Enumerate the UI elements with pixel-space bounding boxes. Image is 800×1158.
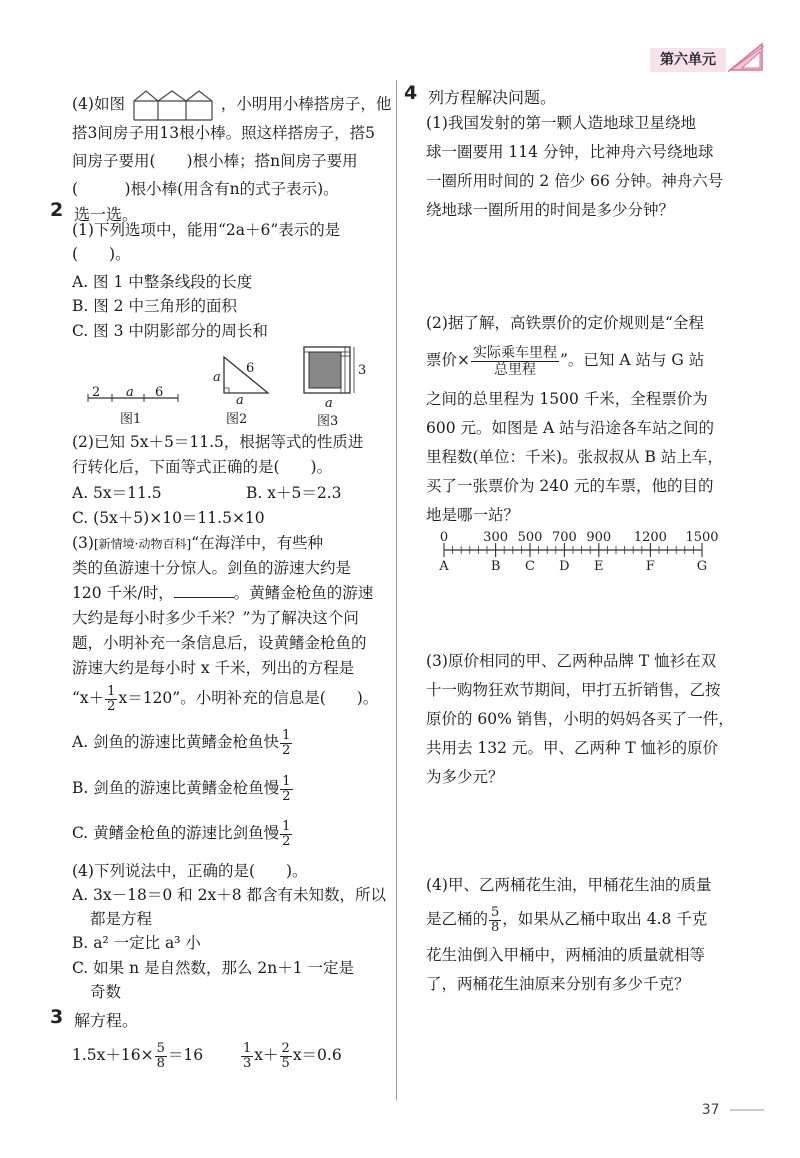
section-4-number: 4 <box>404 82 418 104</box>
p2-line3: 之间的总里程为 1500 千米，全程票价为 <box>426 390 708 408</box>
q2-2-option-a: A. 5x＝11.5 <box>72 484 162 502</box>
ruler-station-label: D <box>559 559 570 574</box>
ruler-station-label: C <box>525 559 535 574</box>
page-number: 37 <box>702 1102 764 1118</box>
q2-3-line4: 大约是每小时多少千米？”为了解决这个问 <box>72 609 359 627</box>
figure-2-caption: 图2 <box>226 412 248 427</box>
q2-2-option-b: B. x＋5＝2.3 <box>246 484 342 502</box>
q2-3-line6: 游速大约是每小时 x 千米，列出的方程是 <box>72 659 355 677</box>
q2-2-line2: 行转化后，下面等式正确的是( )。 <box>72 458 333 476</box>
fraction-five-eighths: $\frac{5}{8}$ <box>491 904 500 935</box>
station-distance-ruler <box>432 528 722 574</box>
p4-line2: 是乙桶的 $\frac{5}{8}$ ，如果从乙桶中取出 4.8 千克 <box>426 904 708 935</box>
ruler-station-label: B <box>490 559 501 574</box>
q2-3-line3: 120 千米/时， 。黄鳍金枪鱼的游速 <box>72 584 374 602</box>
q1-4-line2: 搭3间房子用13根小棒。照这样搭房子，搭5 <box>72 124 375 142</box>
p1-line4: 绕地球一圈所用的时间是多少分钟？ <box>426 201 675 219</box>
section-3-number: 3 <box>50 1006 64 1028</box>
fig1-label-a: a <box>126 385 134 400</box>
q2-1-line1: (1)下列选项中，能用“2a＋6”表示的是 <box>72 221 341 239</box>
ruler-station-label: A <box>439 559 449 574</box>
q2-4-option-b: B. a² 一定比 a³ 小 <box>72 934 201 952</box>
ruler-km-label: 500 <box>517 530 543 545</box>
equation-1: 1.5x＋16× $\frac{5}{8}$ ＝16 <box>72 1040 204 1071</box>
figure-3-shaded-rectangles <box>303 346 353 396</box>
ruler-triangle-icon <box>728 42 764 74</box>
houses-figure <box>132 89 214 121</box>
q2-3-line7: “x＋ $\frac{1}{2}$ x＝120”。小明补充的信息是( )。 <box>72 683 379 714</box>
q2-3-line1: (3)[新情境·动物百科]“在海洋中，有些种 <box>72 534 324 552</box>
p3-line5: 为多少元？ <box>426 768 504 786</box>
q2-4-line1: (4)下列说法中，正确的是( )。 <box>72 862 308 880</box>
q2-1-option-b: B. 图 2 中三角形的面积 <box>72 297 237 315</box>
ruler-km-label: 700 <box>551 530 577 545</box>
ruler-station-label: E <box>594 559 604 574</box>
price-fraction: $\frac{\text{实际乘车里程}}{\text{总里程}}$ <box>473 344 557 378</box>
section-4-title: 列方程解决问题。 <box>428 88 557 107</box>
q2-2-option-c: C. (5x＋5)×10＝11.5×10 <box>72 509 265 527</box>
p2-line6: 买了一张票价为 240 元的车票，他的目的 <box>426 477 714 495</box>
section-3-title: 解方程。 <box>74 1011 139 1030</box>
p3-line2: 十一购物狂欢节期间，甲打五折销售，乙按 <box>426 681 721 699</box>
p2-line2: 票价× $\frac{\text{实际乘车里程}}{\text{总里程}}$ ”。已知 A 站与 G 站 <box>426 344 705 378</box>
fraction-one-half: $\frac{1}{2}$ <box>107 683 116 714</box>
q1-4-line3: 间房子要用( )根小棒；搭n间房子要用 <box>72 152 358 170</box>
p4-line1: (4)甲、乙两桶花生油，甲桶花生油的质量 <box>426 876 712 894</box>
fig3-base-a: a <box>325 396 333 411</box>
q2-1-option-c: C. 图 3 中阴影部分的周长和 <box>72 322 268 340</box>
p2-line4: 600 元。如图是 A 站与沿途各车站之间的 <box>426 419 715 437</box>
p2-line5: 里程数(单位：千米)。张叔叔从 B 站上车， <box>426 448 723 466</box>
figure-3-dimension-line <box>350 346 358 396</box>
fig2-side-6: 6 <box>246 361 255 376</box>
q2-4-option-a-line2: 都是方程 <box>90 910 153 928</box>
unit-title: 第六单元 <box>650 48 726 72</box>
answer-blank <box>174 583 234 598</box>
p1-line1: (1)我国发射的第一颗人造地球卫星绕地 <box>426 114 696 132</box>
ruler-km-label: 300 <box>483 530 509 545</box>
q2-2-line1: (2)已知 5x＋5＝11.5，根据等式的性质进 <box>72 433 364 451</box>
fig2-base-a: a <box>236 393 244 408</box>
p2-line1: (2)据了解，高铁票价的定价规则是“全程 <box>426 314 704 332</box>
q2-4-option-c-line2: 奇数 <box>90 983 122 1001</box>
p1-line2: 球一圈要用 114 分钟，比神舟六号绕地球 <box>426 143 714 161</box>
fig1-label-6: 6 <box>155 385 164 400</box>
q2-1-line2: ( )。 <box>72 245 131 263</box>
ruler-station-label: G <box>696 559 708 574</box>
ruler-km-label: 900 <box>586 530 612 545</box>
p3-line1: (3)原价相同的甲、乙两种品牌 T 恤衫在双 <box>426 652 717 670</box>
equation-2: $\frac{1}{3}$ x＋ $\frac{2}{5}$ x＝0.6 <box>243 1040 342 1071</box>
q2-4-option-c-line1: C. 如果 n 是自然数，那么 2n＋1 一定是 <box>72 959 355 977</box>
q2-1-option-a: A. 图 1 中整条线段的长度 <box>72 273 253 291</box>
q2-3-line5: 题，小明补充一条信息后，设黄鳍金枪鱼的 <box>72 634 367 652</box>
fig2-side-a: a <box>213 370 221 385</box>
q2-3-option-a: A. 剑鱼的游速比黄鳍金枪鱼快 $\frac{1}{2}$ <box>72 727 291 758</box>
ruler-km-label: 1500 <box>685 530 719 545</box>
p2-line7: 地是哪一站？ <box>426 506 520 524</box>
p3-line3: 原价的 60% 销售，小明的妈妈各买了一件， <box>426 710 734 728</box>
fig3-side-3: 3 <box>358 363 367 378</box>
figure-1-caption: 图1 <box>120 412 142 427</box>
q2-4-option-a-line1: A. 3x－18＝0 和 2x＋8 都含有未知数，所以 <box>72 886 386 904</box>
p3-line4: 共用去 132 元。甲、乙两种 T 恤衫的原价 <box>426 739 719 757</box>
column-divider <box>396 80 397 1100</box>
ruler-km-label: 0 <box>439 530 449 545</box>
unit-header <box>650 48 760 74</box>
p4-line4: 了，两桶花生油原来分别有多少千克？ <box>426 975 690 993</box>
figure-3-caption: 图3 <box>317 414 339 429</box>
ruler-km-label: 1200 <box>633 530 667 545</box>
q1-4-line1: (4)如图 ，小明用小棒搭房子，他 <box>72 89 391 121</box>
ruler-station-label: F <box>645 559 655 574</box>
q2-3-option-c: C. 黄鳍金枪鱼的游速比剑鱼慢 $\frac{1}{2}$ <box>72 818 291 849</box>
p4-line3: 花生油倒入甲桶中，两桶油的质量就相等 <box>426 946 706 964</box>
q2-3-line2: 类的鱼游速十分惊人。剑鱼的游速大约是 <box>72 559 352 577</box>
fig1-label-2: 2 <box>92 385 101 400</box>
new-context-tag: [新情境·动物百科] <box>93 537 192 551</box>
section-2-number: 2 <box>50 199 64 221</box>
q2-3-option-b: B. 剑鱼的游速比黄鳍金枪鱼慢 $\frac{1}{2}$ <box>72 773 291 804</box>
section-2-title: 选一选。 <box>74 205 139 224</box>
p1-line3: 一圈所用时间的 2 倍少 66 分钟。神舟六号 <box>426 172 724 190</box>
q1-4-line4: ( )根小棒(用含有n的式子表示)。 <box>72 180 339 198</box>
